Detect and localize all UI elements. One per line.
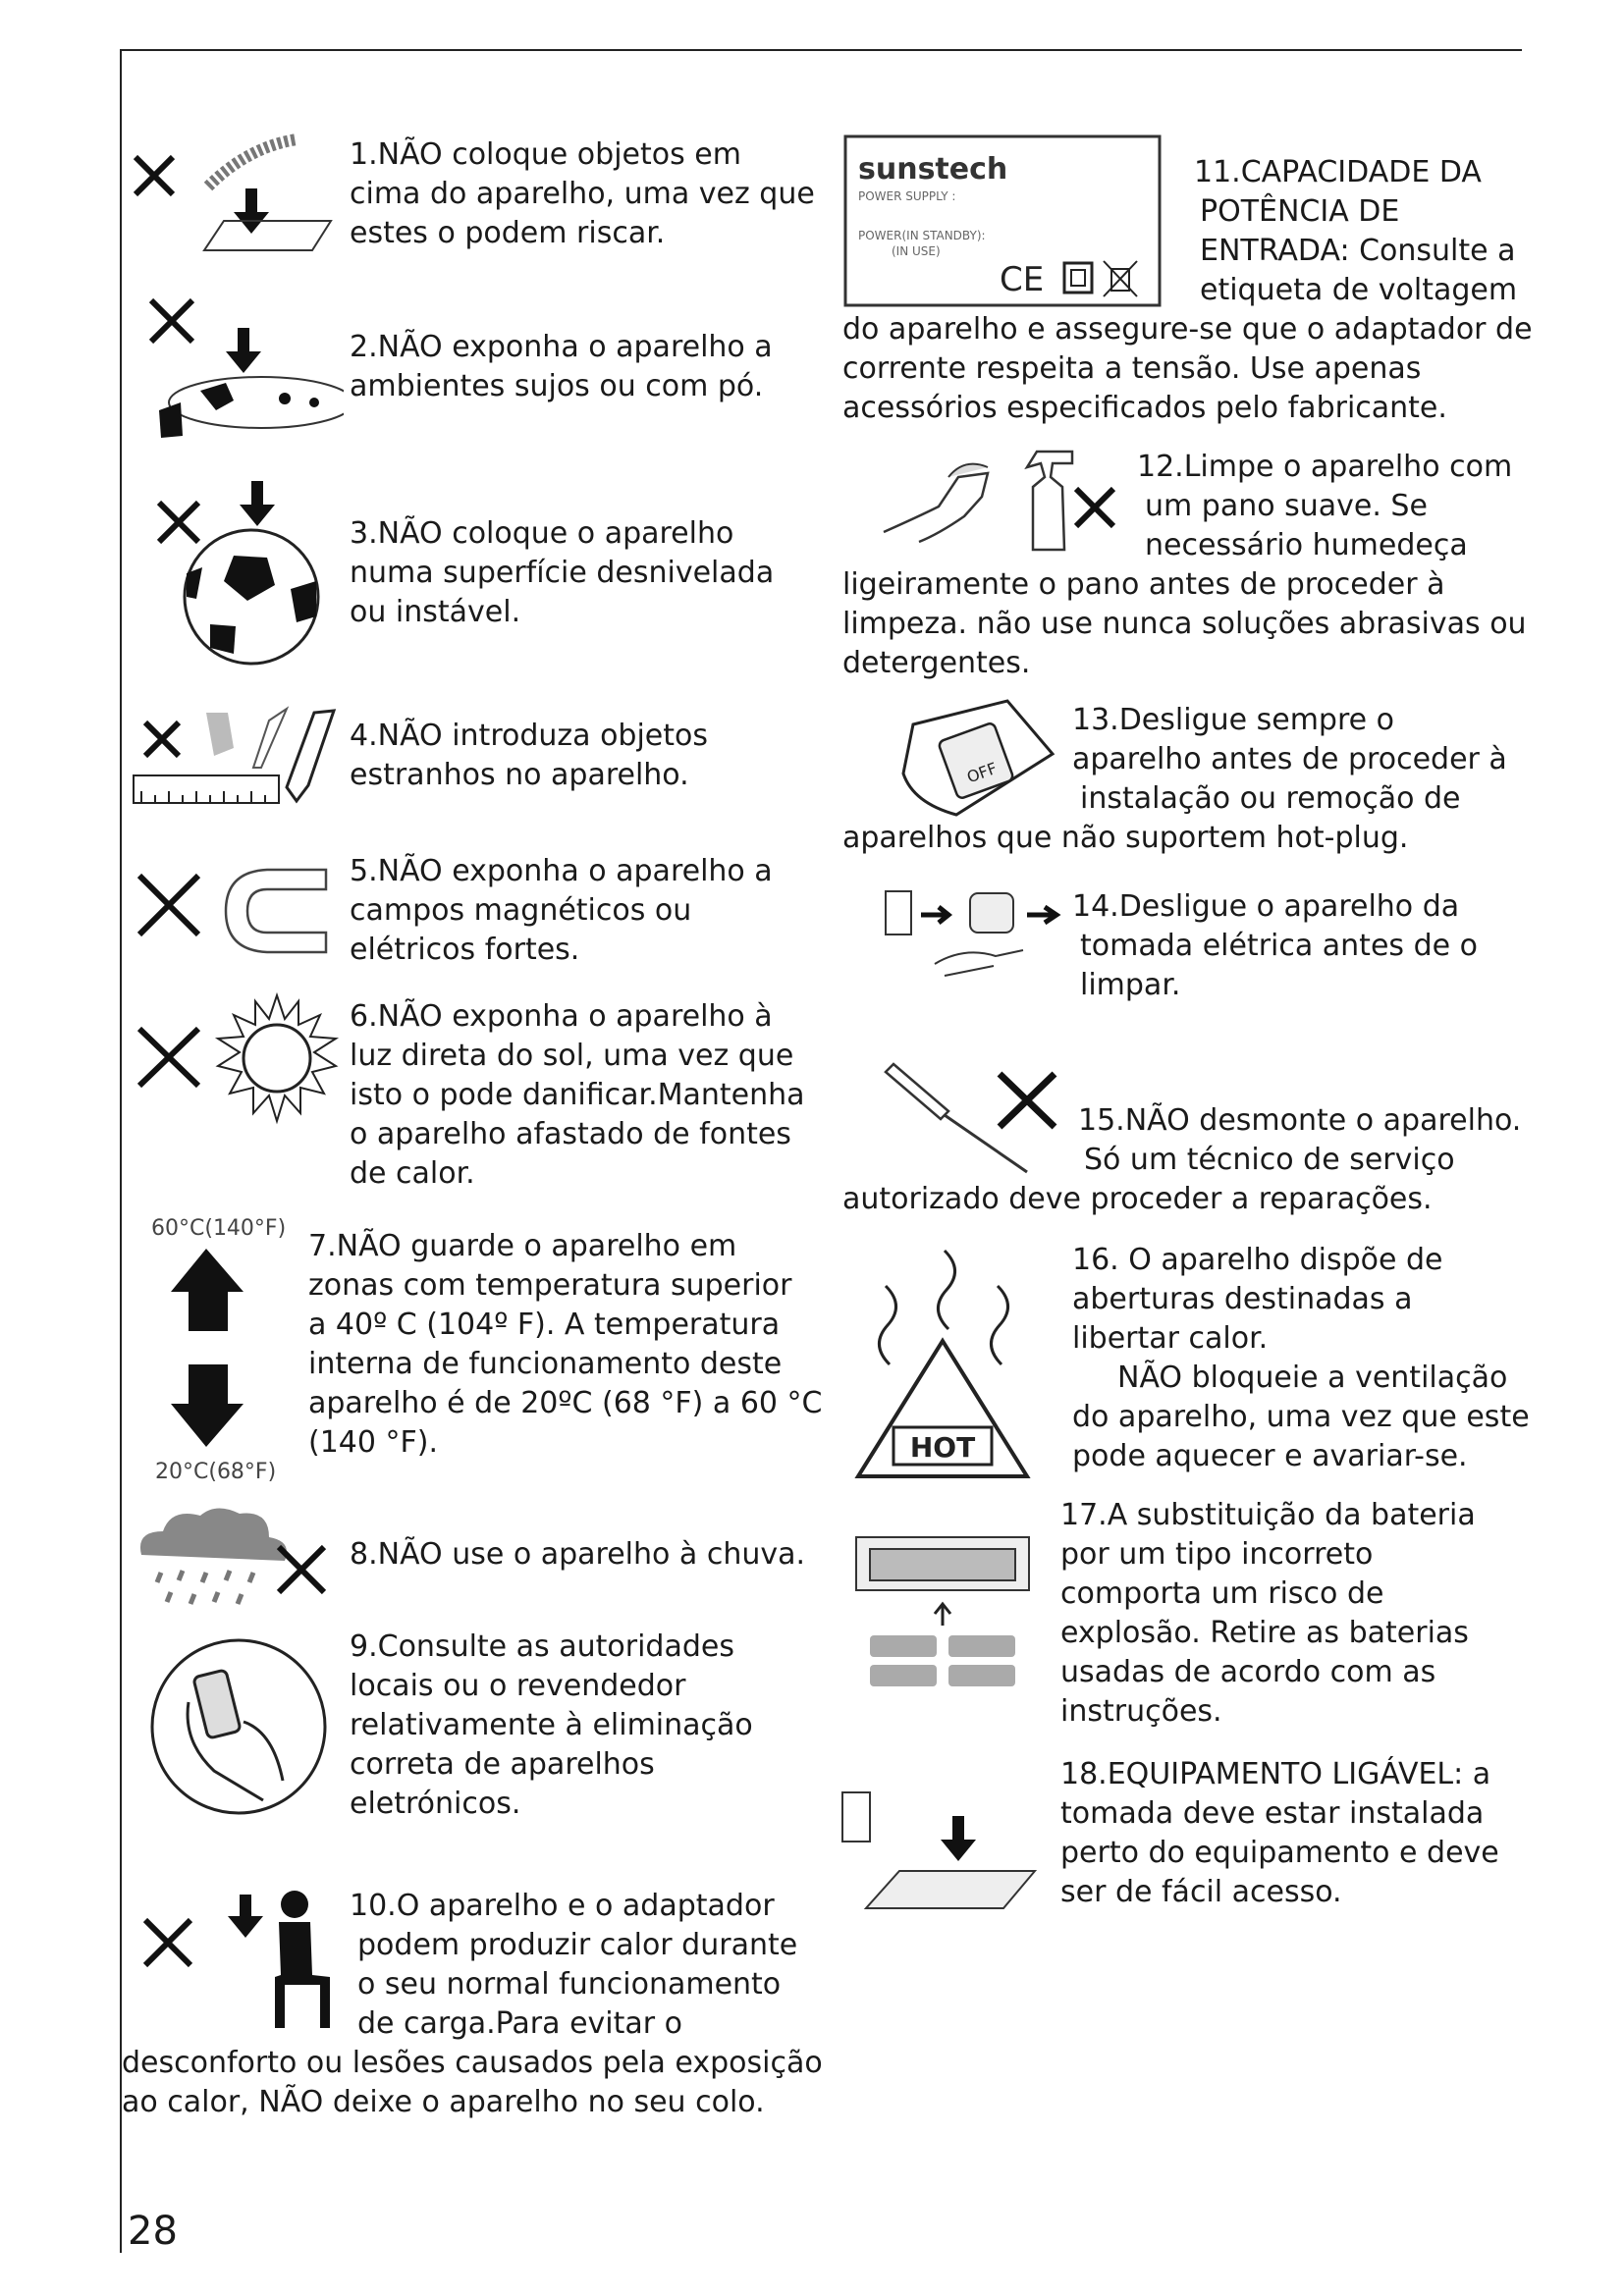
item-8-text: 8.NÃO use o aparelho à chuva. [350, 1537, 806, 1572]
temp-low-label: 20°C(68°F) [155, 1460, 277, 1484]
battery-replacement-icon [850, 1531, 1037, 1698]
ce-mark: CE [1000, 260, 1045, 299]
item-10-text: 10.O aparelho e o adaptador podem produzir calor durante o seu normal funcionamento de carga.Para evitar o desconforto ou lesões causados pela exposição ao calor, NÃO deixe o aparelho no seu colo. [122, 1889, 823, 2119]
label-power-in-use: (IN USE) [892, 244, 941, 258]
item-5-text: 5.NÃO exponha o aparelho a campos magnéticos ou elétricos fortes. [350, 854, 773, 967]
page-number: 28 [128, 2209, 178, 2254]
hot-sign-label: HOT [909, 1431, 976, 1464]
item-3-text: 3.NÃO coloque o aparelho numa superfície desnivelada ou instável. [350, 516, 775, 629]
item-1-text: 1.NÃO coloque objetos em cima do aparelho, uma vez que estes o podem riscar. [350, 137, 815, 250]
sun-warning-icon [130, 991, 346, 1129]
brand-logo: sunstech [858, 152, 1008, 187]
temp-high-label: 60°C(140°F) [151, 1216, 287, 1241]
item-12-text: 12.Limpe o aparelho com um pano suave. Se necessário humedeça ligeiramente o pano antes de proceder à limpeza. não use nunca soluções abrasivas ou detergentes. [842, 450, 1527, 680]
item-4-text: 4.NÃO introduza objetos estranhos no aparelho. [350, 719, 709, 792]
label-power-standby: POWER(IN STANDBY): [858, 229, 986, 242]
disposal-info-icon [145, 1633, 332, 1820]
temperature-range-icon [149, 1213, 306, 1488]
off-button-label: OFF [964, 758, 1000, 787]
rain-warning-icon [132, 1502, 328, 1620]
item-14-text: 14.Desligue o aparelho da tomada elétrica antes de o limpar. [1072, 889, 1478, 1002]
top-rule [120, 49, 1522, 51]
magnet-warning-icon [130, 856, 346, 974]
item-11-text: 11.CAPACIDADE DA POTÊNCIA DE ENTRADA: Consulte a etiqueta de voltagem do aparelho e assegure-se que o adaptador de corrente respeita a tensão. Use apenas acessórios especificados pelo fabricante. [842, 155, 1533, 425]
item-13-text: 13.Desligue sempre o aparelho antes de proceder à instalação ou remoção de aparelhos que não suportem hot-plug. [842, 703, 1507, 855]
item-18-text: 18.EQUIPAMENTO LIGÁVEL: a tomada deve estar instalada perto do equipamento e deve ser de fácil acesso. [1060, 1757, 1499, 1909]
item-16-text: 16. O aparelho dispõe de aberturas destinadas a libertar calor. NÃO bloqueie a ventilação do aparelho, uma vez que este pode aquecer e avariar-se. [1072, 1243, 1530, 1473]
dust-warning-icon [137, 293, 344, 450]
item-9-text: 9.Consulte as autoridades locais ou o revendedor relativamente à eliminação correta de aparelhos eletrónicos. [350, 1629, 753, 1821]
accessible-outlet-icon [840, 1787, 1037, 1914]
item-7-text: 7.NÃO guarde o aparelho em zonas com temperatura superior a 40º C (104º F). A temperatura interna de funcionamento deste aparelho é de 20ºC (68 °F) a 60 °C (140 °F). [308, 1229, 823, 1460]
item-15-text: 15.NÃO desmonte o aparelho. Só um técnico de serviço autorizado deve proceder a reparações. [842, 1103, 1522, 1216]
foreign-objects-icon [130, 699, 346, 817]
item-2-text: 2.NÃO exponha o aparelho a ambientes sujos ou com pó. [350, 330, 773, 403]
label-power-supply: POWER SUPPLY : [858, 189, 956, 203]
item-6-text: 6.NÃO exponha o aparelho à luz direta do sol, uma vez que isto o pode danificar.Mantenha o aparelho afastado de fontes de calor. [350, 999, 805, 1191]
item-17-text: 17.A substituição da bateria por um tipo incorreto comporta um risco de explosão. Retire as baterias usadas de acordo com as instruções. [1060, 1498, 1476, 1729]
scratch-warning-icon [130, 128, 336, 265]
unstable-surface-icon [153, 479, 330, 666]
unplug-before-cleaning-icon [876, 881, 1072, 989]
